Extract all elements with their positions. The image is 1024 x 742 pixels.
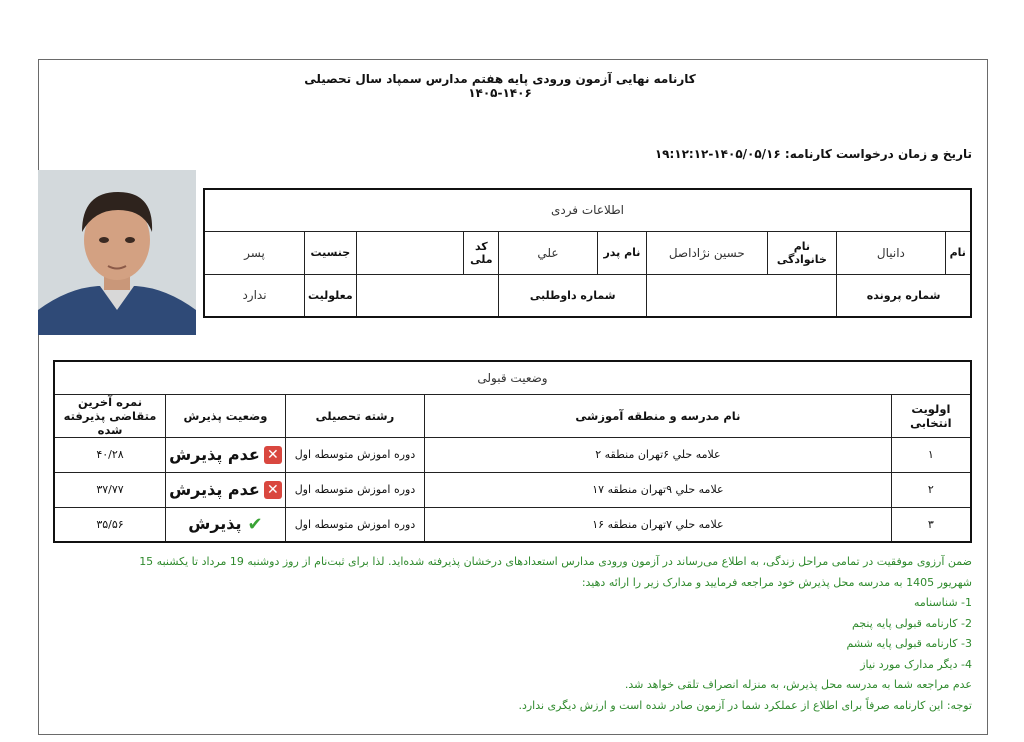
request-label: تاریخ و زمان درخواست کارنامه: bbox=[784, 147, 972, 161]
note-line: 4- دیگر مدارک مورد نیاز bbox=[860, 657, 972, 671]
father-value: علي bbox=[499, 231, 597, 274]
applicant-no-label: شماره داوطلبی bbox=[499, 274, 647, 317]
admission-table bbox=[53, 360, 972, 543]
x-icon: ✕ bbox=[264, 446, 282, 464]
family-value: حسین نژاداصل bbox=[647, 231, 767, 274]
school-cell: علامه حلي ۷تهران منطقه ۱۶ bbox=[425, 507, 892, 542]
name-value: دانیال bbox=[837, 231, 945, 274]
request-value: ۱۴۰۵/۰۵/۱۶-۱۹:۱۲:۱۲ bbox=[654, 147, 781, 161]
report-title: کارنامه نهایی آزمون ورودی پایه هفتم مدارس سمپاد سال تحصیلی ۱۴۰۶-۱۴۰۵ bbox=[304, 72, 696, 100]
notes-block bbox=[52, 552, 972, 716]
field-cell: دوره اموزش متوسطه اول bbox=[285, 507, 424, 542]
status-cell bbox=[166, 437, 286, 472]
table-row bbox=[54, 437, 971, 472]
column-header-last-score: نمره آخرین متقاضی پذیرفته شده bbox=[54, 394, 166, 437]
status-text: عدم پذیرش bbox=[169, 444, 260, 464]
note-line: عدم مراجعه شما به مدرسه محل پذیرش، به منزله انصراف تلقی خواهد شد. bbox=[624, 678, 972, 691]
gender-value: پسر bbox=[204, 231, 305, 274]
note-line: توجه: این کارنامه صرفاً برای اطلاع از عملکرد شما در آزمون صادر شده است و ارزش دیگری ندارد. bbox=[518, 698, 972, 712]
school-cell: علامه حلي ۹تهران منطقه ۱۷ bbox=[425, 472, 892, 507]
name-label: نام bbox=[945, 231, 971, 274]
priority-cell: ۳ bbox=[891, 507, 971, 542]
file-no-label: شماره پرونده bbox=[837, 274, 971, 317]
note-line: 3- کارنامه قبولی پایه ششم bbox=[846, 637, 972, 650]
column-header-school: نام مدرسه و منطقه آموزشی bbox=[425, 394, 892, 437]
gender-label: جنسیت bbox=[305, 231, 357, 274]
student-photo-illustration bbox=[38, 170, 196, 335]
priority-cell: ۱ bbox=[891, 437, 971, 472]
admission-section-title: وضعیت قبولی bbox=[54, 361, 971, 394]
note-line: ضمن آرزوی موفقیت در تمامی مراحل زندگی، به اطلاع می‌رساند در آزمون ورودی مدارس استعدادهای درخشان پذیرفته شده‌اید. لذا برای ثبت‌نام از روز دوشنبه 19 مرداد تا یکشنبه 15 bbox=[139, 555, 972, 568]
status-text: عدم پذیرش bbox=[169, 479, 260, 499]
national-id-value bbox=[356, 231, 464, 274]
column-header-status: وضعیت پذیرش bbox=[166, 394, 286, 437]
applicant-no-value bbox=[356, 274, 499, 317]
x-icon: ✕ bbox=[264, 481, 282, 499]
status-cell bbox=[166, 472, 286, 507]
father-label: نام پدر bbox=[597, 231, 646, 274]
column-header-priority: اولویت انتخابی bbox=[891, 394, 971, 437]
family-label: نام خانوادگی bbox=[767, 231, 837, 274]
status-text: پذیرش bbox=[188, 513, 242, 533]
priority-cell: ۲ bbox=[891, 472, 971, 507]
school-cell: علامه حلي ۶تهران منطقه ۲ bbox=[425, 437, 892, 472]
column-header-field: رشته تحصیلی bbox=[285, 394, 424, 437]
score-cell: ۴۰/۲۸ bbox=[54, 437, 166, 472]
disability-label: معلولیت bbox=[305, 274, 357, 317]
table-row bbox=[54, 507, 971, 542]
student-photo bbox=[38, 170, 196, 335]
field-cell: دوره اموزش متوسطه اول bbox=[285, 472, 424, 507]
table-row bbox=[54, 472, 971, 507]
note-line: 2- کارنامه قبولی پایه پنجم bbox=[851, 616, 972, 630]
personal-info-table bbox=[203, 188, 972, 318]
note-line: شهریور 1405 به مدرسه محل پذیرش خود مراجعه فرمایید و مدارک زیر را ارائه دهید: bbox=[581, 575, 972, 589]
note-line: 1- شناسنامه bbox=[913, 596, 972, 609]
file-no-value bbox=[647, 274, 837, 317]
personal-section-title: اطلاعات فردی bbox=[204, 189, 971, 231]
score-cell: ۳۵/۵۶ bbox=[54, 507, 166, 542]
status-cell bbox=[166, 507, 286, 542]
request-datetime bbox=[655, 147, 972, 161]
national-id-label: کد ملی bbox=[464, 231, 499, 274]
check-icon: ✔ bbox=[247, 513, 263, 535]
field-cell: دوره اموزش متوسطه اول bbox=[285, 437, 424, 472]
score-cell: ۳۷/۷۷ bbox=[54, 472, 166, 507]
disability-value: ندارد bbox=[204, 274, 305, 317]
